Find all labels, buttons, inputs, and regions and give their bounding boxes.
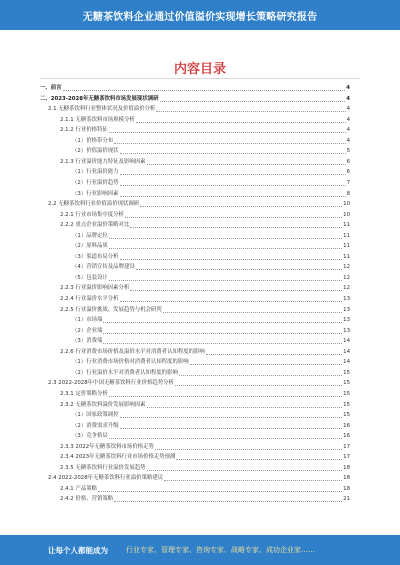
toc-leader-dots <box>109 396 342 397</box>
toc-leader-dots <box>120 196 346 197</box>
toc-entry-label: （2）消费需求升级 <box>72 422 119 429</box>
toc-entry-page: 14 <box>343 348 350 355</box>
toc-leader-dots <box>120 174 346 175</box>
toc-entry-label: 2.1.3 行业溢价能力特征及影响因素 <box>60 158 146 165</box>
toc-entry-page: 5 <box>346 148 350 155</box>
toc-entry[interactable] <box>60 401 350 410</box>
toc-entry-label: 2.3.4 2023年无糖茶饮料行业市场价格走势预测 <box>60 454 176 461</box>
toc-entry-page: 6 <box>346 169 350 176</box>
toc-entry-label: 2.4.1 产品策略 <box>60 485 97 492</box>
toc-entry-label: 2.2.2 重点企业溢价策略对比 <box>60 222 130 229</box>
toc-entry-label: 2.3.1 定价策略分析 <box>60 390 108 397</box>
toc-entry[interactable] <box>60 495 350 504</box>
title-divider <box>40 78 360 79</box>
toc-leader-dots <box>136 122 346 123</box>
toc-leader-dots <box>176 459 342 460</box>
toc-entry[interactable] <box>72 411 350 420</box>
toc-entry-label: 2.1.2 行业价格特征 <box>60 127 108 134</box>
toc-entry[interactable] <box>72 242 350 251</box>
toc-title: 内容目录 <box>173 62 226 77</box>
toc-entry-label: （2）原料品质 <box>72 243 108 250</box>
toc-entry-page: 18 <box>343 485 350 492</box>
toc-entry-label: 2.2.1 行业市场集中度分析 <box>60 211 124 218</box>
toc-entry-label: 2.1 无糖茶饮料行业整体状况及价值溢价分析 <box>48 106 156 113</box>
toc-entry-page: 18 <box>343 475 350 482</box>
footer-slogan-left: 让每个人都能成为 <box>48 545 108 555</box>
toc-entry-page: 14 <box>343 338 350 345</box>
toc-entry[interactable] <box>60 453 350 462</box>
toc-entry[interactable] <box>40 95 350 104</box>
toc-entry[interactable] <box>60 116 350 125</box>
toc-entry-page: 12 <box>343 274 350 281</box>
toc-entry[interactable] <box>60 211 350 220</box>
toc-entry-page: 11 <box>343 253 350 260</box>
toc-entry[interactable] <box>72 274 350 283</box>
toc-entry[interactable] <box>60 390 350 399</box>
toc-leader-dots <box>163 312 342 313</box>
toc-entry-label: （1）价格带分布 <box>72 137 114 144</box>
toc-leader-dots <box>103 343 342 344</box>
toc-entry-label: （2）价值溢价现状 <box>72 148 119 155</box>
toc-leader-dots <box>130 290 342 291</box>
toc-entry-page: 13 <box>343 296 350 302</box>
toc-entry-label: （2）行业溢价趋势 <box>72 179 119 186</box>
toc-leader-dots <box>103 322 342 323</box>
toc-leader-dots <box>147 164 346 165</box>
toc-entry[interactable] <box>72 190 350 199</box>
toc-entry-label: （3）渠道布局分析 <box>72 253 119 260</box>
toc-leader-dots <box>109 280 342 281</box>
toc-leader-dots <box>156 111 345 112</box>
toc-leader-dots <box>164 480 342 481</box>
toc-entry-label: （1）品牌定位 <box>72 232 108 239</box>
toc-entry[interactable] <box>48 474 350 483</box>
toc-entry-label: 2.4 2022-2028年无糖茶饮料行业溢价策略建议 <box>48 475 164 482</box>
toc-entry-page: 4 <box>346 85 350 91</box>
toc-entry-page: 8 <box>346 190 350 197</box>
toc-leader-dots <box>114 143 345 144</box>
toc-entry-label: 2.3 2022-2028年中国无糖茶饮料行业价格趋势分析 <box>48 380 174 387</box>
toc-entry-page: 17 <box>343 443 350 450</box>
toc-entry-label: （1）行业溢价能力 <box>72 169 119 176</box>
report-title: 无糖茶饮料企业通过价值溢价实现增长策略研究报告 <box>82 11 318 23</box>
toc-entry-label: 2.1.1 无糖茶饮料市场规模分析 <box>60 116 135 123</box>
toc-leader-dots <box>155 449 342 450</box>
report-header-bar <box>0 0 400 30</box>
toc-entry-page: 4 <box>346 137 350 144</box>
toc-entry-page: 10 <box>343 211 350 218</box>
toc-leader-dots <box>175 385 342 386</box>
toc-entry-label: （4）营销宣传及品牌建设 <box>72 264 135 271</box>
toc-entry-label: 2.2.4 行业溢价水平分析 <box>60 296 119 302</box>
toc-entry[interactable] <box>60 295 350 304</box>
toc-entry[interactable] <box>48 105 350 114</box>
toc-entry-label: 二、2023-2028年无糖茶饮料市场发展现状调研 <box>40 95 159 102</box>
toc-entry-page: 4 <box>346 106 350 113</box>
toc-entry[interactable] <box>72 358 350 367</box>
toc-leader-dots <box>120 153 346 154</box>
toc-leader-dots <box>179 375 342 376</box>
toc-entry-page: 13 <box>343 327 350 334</box>
toc-entry-page: 6 <box>346 158 350 165</box>
toc-entry-label: （1）行业消费市场价格对消费者认知程度的影响 <box>72 359 189 366</box>
toc-entry-page: 14 <box>343 359 350 366</box>
toc-entry[interactable] <box>40 84 350 93</box>
toc-entry[interactable] <box>60 348 350 357</box>
toc-entry[interactable] <box>72 263 350 272</box>
toc-entry-label: 2.2.5 行业溢价挑战、发展趋势与机会研判 <box>60 306 162 313</box>
toc-entry-page: 10 <box>343 201 350 208</box>
toc-entry-page: 4 <box>346 95 350 102</box>
toc-entry-page: 15 <box>343 369 350 376</box>
toc-leader-dots <box>120 428 343 429</box>
toc-entry[interactable] <box>60 464 350 473</box>
toc-entry-page: 21 <box>343 496 350 503</box>
toc-entry-label: 2.2.3 行业溢价影响因素分析 <box>60 285 130 292</box>
footer-slogan-right: 行业专家、管理专家、咨询专家、战略专家、成功企业家…… <box>126 546 315 554</box>
toc-entry-label: 2.3.3 2022年无糖茶饮料市场价格走势 <box>60 443 154 450</box>
toc-entry[interactable] <box>48 200 350 209</box>
toc-entry[interactable] <box>72 168 350 177</box>
toc-entry-page: 4 <box>346 127 350 134</box>
toc-entry-label: 一、前言 <box>40 85 62 91</box>
toc-leader-dots <box>120 259 343 260</box>
toc-leader-dots <box>109 132 346 133</box>
toc-entry[interactable] <box>72 369 350 378</box>
toc-leader-dots <box>160 101 346 102</box>
toc-entry[interactable] <box>72 327 350 336</box>
toc-leader-dots <box>114 501 342 502</box>
toc-leader-dots <box>190 364 343 365</box>
toc-entry-label: （3）行业影响因素 <box>72 190 119 197</box>
toc-leader-dots <box>109 438 342 439</box>
toc-entry[interactable] <box>60 126 350 135</box>
toc-entry-page: 12 <box>343 285 350 292</box>
toc-entry-page: 15 <box>343 380 350 387</box>
toc-leader-dots <box>206 354 342 355</box>
toc-entry[interactable] <box>72 137 350 146</box>
toc-entry-label: （2）行业溢价水平对消费者认知程度的影响 <box>72 369 178 376</box>
toc-entry[interactable] <box>60 284 350 293</box>
toc-entry-page: 15 <box>343 412 350 419</box>
toc-entry-page: 18 <box>343 464 350 471</box>
toc-entry-page: 15 <box>343 390 350 397</box>
toc-entry-label: 2.4.2 价格、营销策略 <box>60 496 114 503</box>
toc-leader-dots <box>120 185 346 186</box>
toc-entry-page: 13 <box>343 317 350 324</box>
toc-entry[interactable] <box>72 147 350 156</box>
toc-entry[interactable] <box>48 379 350 388</box>
toc-entry[interactable] <box>72 232 350 241</box>
toc-leader-dots <box>98 491 342 492</box>
toc-entry-label: 2.2 无糖茶饮料行业价值溢价现状调研 <box>48 201 140 208</box>
toc-entry-page: 15 <box>343 401 350 408</box>
toc-entry-label: （2）企业端 <box>72 327 103 334</box>
toc-entry[interactable] <box>60 443 350 452</box>
toc-leader-dots <box>109 238 342 239</box>
toc-leader-dots <box>140 206 342 207</box>
toc-entry-page: 7 <box>346 179 350 186</box>
toc-entry-label: （1）市场端 <box>72 317 103 324</box>
toc-entry-label: （5）包装设计 <box>72 274 108 281</box>
toc-entry-page: 13 <box>343 306 350 313</box>
toc-entry-page: 12 <box>343 264 350 271</box>
toc-entry-page: 4 <box>346 116 350 123</box>
toc-entry-label: 2.2.6 行业消费市场价格及溢价水平对消费者认知程度的影响 <box>60 348 205 355</box>
toc-entry-label: 2.3.2 无糖茶饮料溢价发展影响因素 <box>60 401 146 408</box>
toc-leader-dots <box>136 269 342 270</box>
toc-leader-dots <box>120 417 343 418</box>
toc-entry-page: 16 <box>343 433 350 440</box>
toc-leader-dots <box>120 301 343 302</box>
toc-entry-label: 2.3.5 无糖茶饮料行业溢价发展趋势 <box>60 464 146 471</box>
toc-entry[interactable] <box>60 306 350 315</box>
toc-entry[interactable] <box>72 432 350 441</box>
toc-entry[interactable] <box>72 179 350 188</box>
toc-leader-dots <box>147 407 343 408</box>
toc-leader-dots <box>103 333 342 334</box>
toc-entry-page: 11 <box>343 232 350 239</box>
toc-entry[interactable] <box>72 316 350 325</box>
toc-leader-dots <box>109 248 342 249</box>
toc-entry[interactable] <box>60 485 350 494</box>
toc-leader-dots <box>125 217 342 218</box>
toc-leader-dots <box>63 90 346 91</box>
toc-entry-page: 17 <box>343 454 350 461</box>
toc-entry-label: （1）国家政策调控 <box>72 412 119 419</box>
toc-entry[interactable] <box>60 221 350 230</box>
toc-leader-dots <box>147 470 343 471</box>
toc-leader-dots <box>130 227 342 228</box>
toc-entry-page: 11 <box>343 243 350 250</box>
toc-entry-page: 16 <box>343 422 350 429</box>
toc-entry-label: （3）竞争格局 <box>72 433 108 440</box>
toc-entry[interactable] <box>72 337 350 346</box>
toc-entry[interactable] <box>72 253 350 262</box>
toc-entry-label: （3）消费端 <box>72 338 103 345</box>
toc-entry[interactable] <box>60 158 350 167</box>
report-footer-bar <box>0 535 400 565</box>
toc-entry[interactable] <box>72 422 350 431</box>
toc-entry-page: 11 <box>343 222 350 229</box>
